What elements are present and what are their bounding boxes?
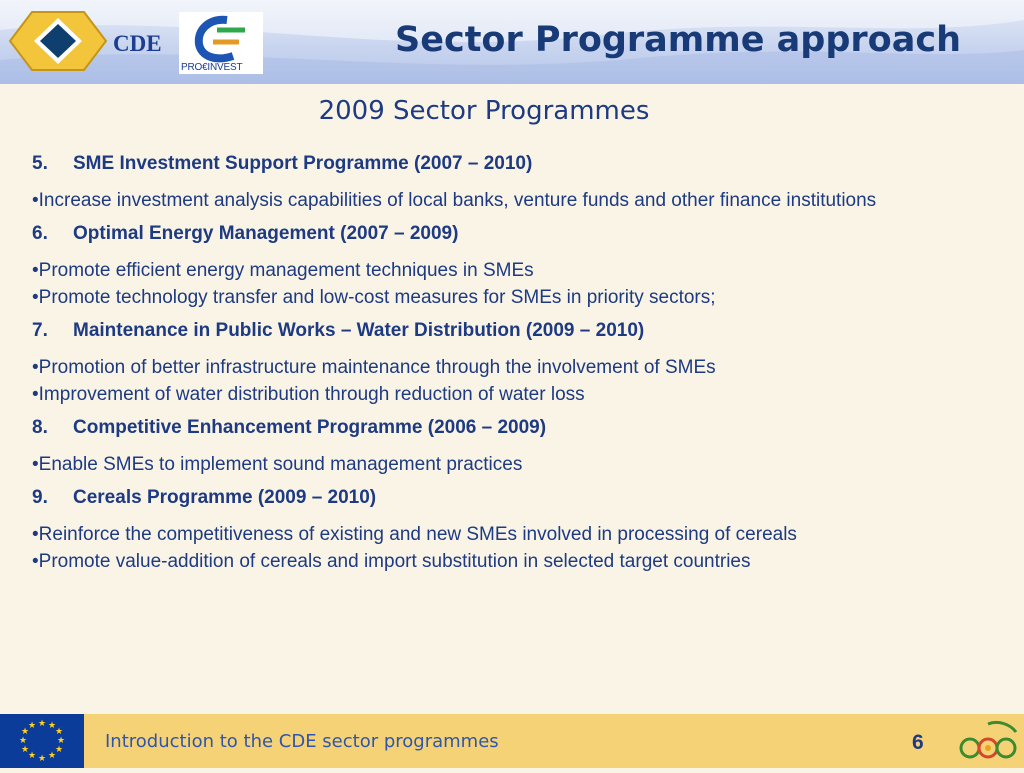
programme-section [32,416,982,478]
svg-text:★: ★ [20,745,30,755]
page-number: 6 [912,731,924,754]
acp-logo-icon [958,720,1020,764]
section-number: 6. [32,223,48,244]
proinvest-logo-label: PRO€INVEST [181,62,243,73]
bullet-item: •Improvement of water distribution through reduction of water loss [32,384,585,405]
section-heading [32,486,982,510]
svg-text:★: ★ [18,736,28,746]
programme-section [32,152,982,214]
cde-logo-icon [6,8,110,74]
section-heading [32,319,982,343]
svg-text:★: ★ [47,751,57,761]
svg-text:★: ★ [37,719,47,729]
cde-logo-label: CDE [113,31,162,56]
section-title: Maintenance in Public Works – Water Distribution (2009 – 2010) [73,320,645,341]
section-heading [32,222,982,246]
bullet-item: •Promote efficient energy management techniques in SMEs [32,260,534,281]
programme-list [32,150,982,583]
svg-text:★: ★ [56,736,66,746]
bullet-item: •Promote technology transfer and low-cost measures for SMEs in priority sectors; [32,287,716,308]
eu-flag-icon [0,714,84,768]
svg-text:★: ★ [20,727,30,737]
page-title: Sector Programme approach [395,20,961,60]
svg-text:★: ★ [37,754,47,764]
section-title: Cereals Programme (2009 – 2010) [73,487,377,508]
bullet-item: •Promotion of better infrastructure maintenance through the involvement of SMEs [32,357,716,378]
section-title: Optimal Energy Management (2007 – 2009) [73,223,459,244]
bullet-item: •Reinforce the competitiveness of existing and new SMEs involved in processing of cereals [32,524,797,545]
svg-text:★: ★ [54,745,64,755]
section-heading [32,152,982,176]
svg-text:★: ★ [27,751,37,761]
section-number: 8. [32,417,48,438]
section-title: Competitive Enhancement Programme (2006 – 2009) [73,417,547,438]
section-heading [32,416,982,440]
programme-section [32,222,982,311]
footer-text: Introduction to the CDE sector programmes [105,731,499,752]
svg-text:★: ★ [54,727,64,737]
bullet-item: •Increase investment analysis capabilities of local banks, venture funds and other finance institutions [32,190,877,211]
bullet-item: •Promote value-addition of cereals and import substitution in selected target countries [32,551,751,572]
svg-text:★: ★ [27,721,37,731]
section-number: 5. [32,153,48,174]
programme-section [32,319,982,408]
section-number: 9. [32,487,48,508]
programme-section [32,486,982,575]
svg-text:★: ★ [47,721,57,731]
bullet-item: •Enable SMEs to implement sound management practices [32,454,523,475]
section-number: 7. [32,320,48,341]
section-title: SME Investment Support Programme (2007 – 2010) [73,153,533,174]
page-subtitle: 2009 Sector Programmes [318,96,650,126]
